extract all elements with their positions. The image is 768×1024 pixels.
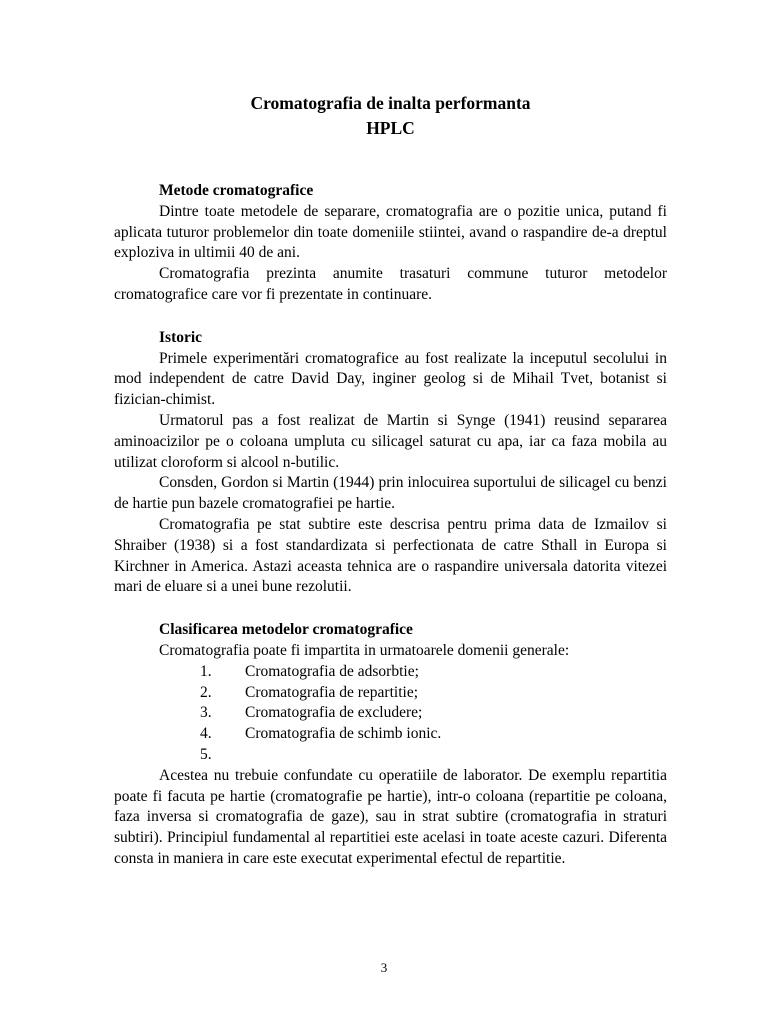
page-number: 3 [380,960,388,975]
list-item-number: 5. [200,745,212,763]
list-item-number: 3. [200,704,212,722]
paragraph: Cromatografia pe stat subtire este descrisa pentru prima data de Izmailov si Shraiber (1938) si a fost standardizata si perfectionata de catre Sthall in Europa si Kirchner in America. Astazi aceasta tehnica are o raspandire universala datorita vitezei mari de eluare si a unei bune rezolutii. [114,515,667,596]
section-heading: Istoric [159,328,203,346]
section-heading: Clasificarea metodelor cromatografice [159,621,413,639]
section-heading: Metode cromatografice [159,182,314,199]
list-item [114,683,667,704]
paragraph: Consden, Gordon si Martin (1944) prin inlocuirea suportului de silicagel cu benzi de hartie pun bazele cromatografiei pe hartie. [114,474,667,513]
document-title: Cromatografia de inalta performanta [250,93,531,113]
list-item-text: Cromatografia de adsorbtie; [245,662,419,680]
section-istoric [114,328,667,598]
list-item-text: Cromatografia de excludere; [245,704,423,722]
list-item [114,662,667,683]
list-item-number: 1. [200,662,212,680]
document-page [114,91,667,870]
list-item [114,703,667,724]
paragraph: Dintre toate metodele de separare, cromatografia are o pozitie unica, putand fi aplicata tuturor problemelor din toate domeniile stiintei, avand o raspandire de-a dreptul exploziva in ultimii 40 de ani. [114,202,667,262]
paragraph: Cromatografia prezinta anumite trasaturi commune tuturor metodelor cromatografice care vor fi prezentate in continuare. [114,265,667,303]
classification-list [114,662,667,766]
paragraph: Urmatorul pas a fost realizat de Martin si Synge (1941) reusind separarea aminoacizilor pe o coloana umpluta cu silicagel saturat cu apa, iar ca faza mobila au utilizat cloroform si alcool n-butilic. [114,411,667,471]
list-item-text: Cromatografia de schimb ionic. [245,725,442,743]
paragraph: Primele experimentări cromatografice au fost realizate la inceputul secolului in mod independent de catre David Day, inginer geolog si de Mihail Tvet, botanist si fizician-chimist. [114,349,667,409]
paragraph: Acestea nu trebuie confundate cu operatiile de laborator. De exemplu repartitia poate fi facuta pe hartie (cromatografie pe hartie), intr-o coloana (repartitie pe coloana, faza inversa si cromatografia de gaze), sau in strat subtire (cromatografia in straturi subtiri). Principiul fundamental al repartitiei este acelasi in toate aceste cazuri. Diferenta consta in maniera in care este executat experimental efectul de repartitie. [114,766,667,867]
section-metode [114,181,667,306]
document-subtitle: HPLC [366,118,415,138]
list-item-text: Cromatografia de repartitie; [245,683,419,701]
list-item [114,745,667,766]
section-clasificare [114,620,667,870]
paragraph: Cromatografia poate fi impartita in urmatoarele domenii generale: [159,641,570,659]
list-item-number: 4. [200,725,212,743]
list-item [114,724,667,745]
list-item-number: 2. [200,683,212,701]
